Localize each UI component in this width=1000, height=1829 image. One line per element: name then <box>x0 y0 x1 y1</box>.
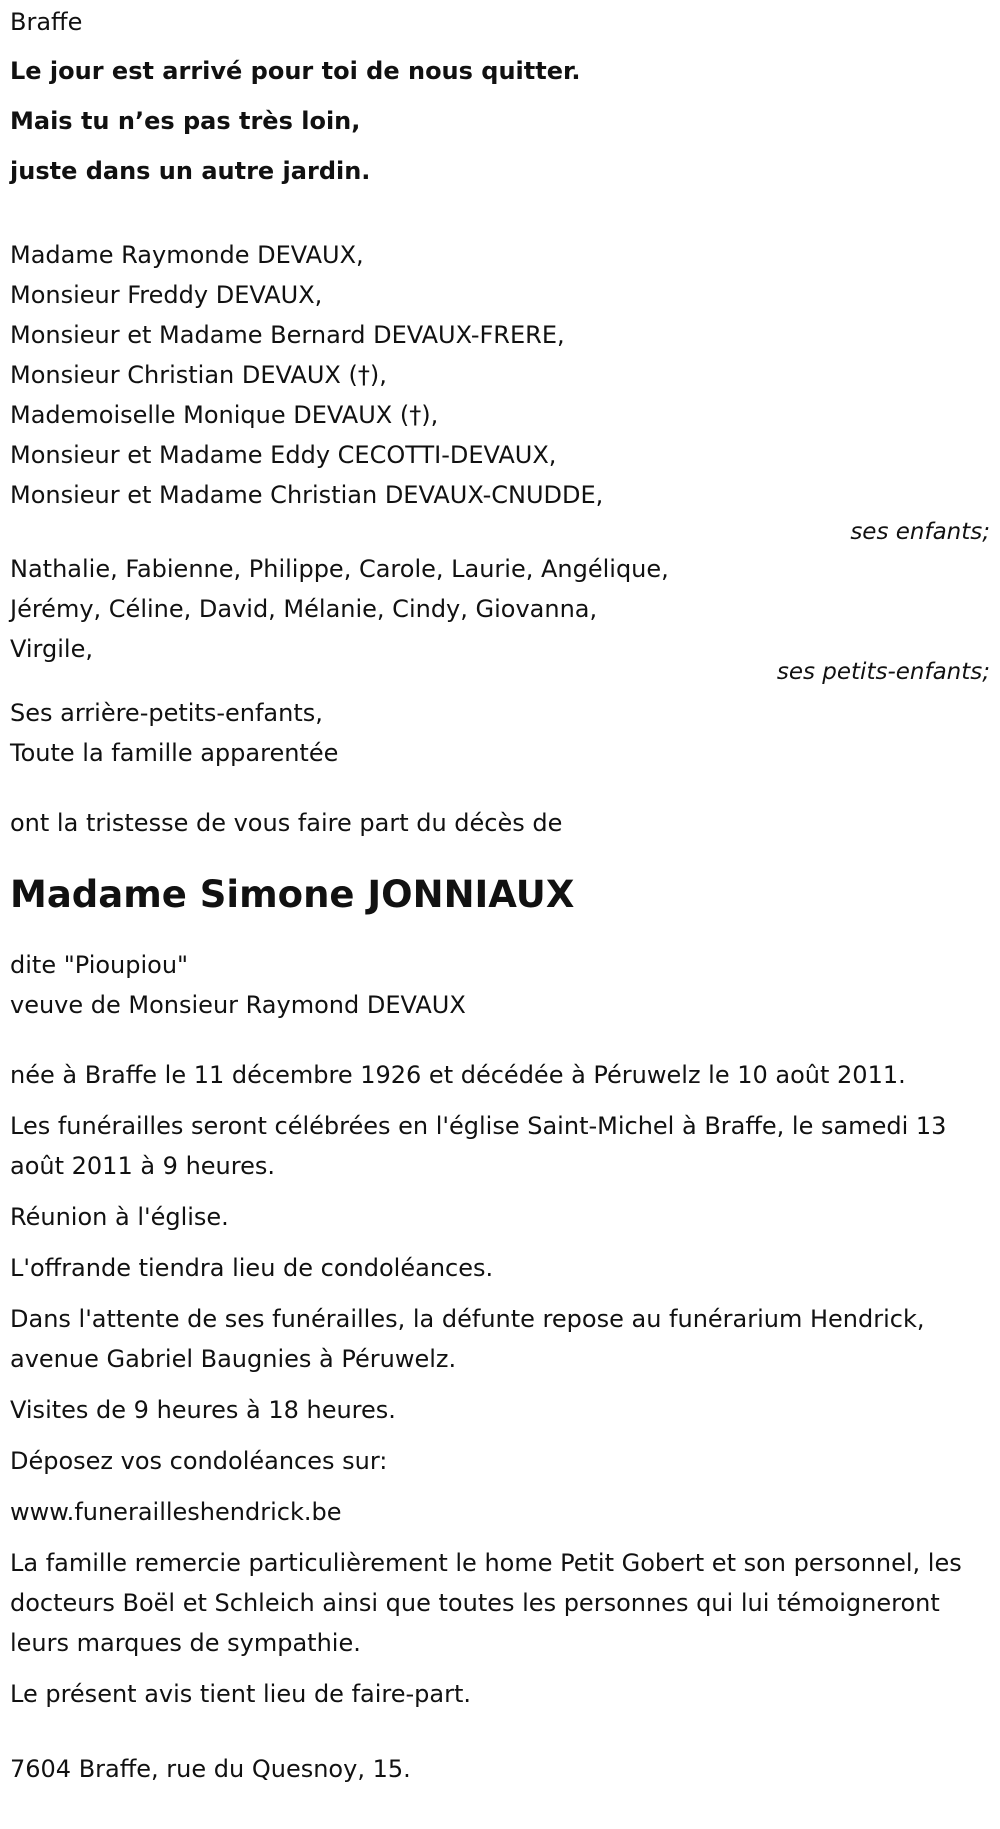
deceased-widow-of: veuve de Monsieur Raymond DEVAUX <box>10 991 466 1019</box>
condolences-link[interactable]: www.funerailleshendrick.be <box>10 1498 342 1526</box>
grandchildren-list <box>10 549 1000 689</box>
child-name: Monsieur Christian DEVAUX (†), <box>10 361 387 389</box>
announcement-text: ont la tristesse de vous faire part du décès de <box>10 809 563 837</box>
other-relative: Ses arrière-petits-enfants, <box>10 699 323 727</box>
funeral-home-info: Dans l'attente de ses funérailles, la défunte repose au funérarium Hendrick, avenue Gabriel Baugnies à Péruwelz. <box>10 1305 925 1373</box>
poem-line: Le jour est arrivé pour toi de nous quitter. <box>10 57 581 85</box>
child-name: Madame Raymonde DEVAUX, <box>10 241 364 269</box>
grandchild-names: Nathalie, Fabienne, Philippe, Carole, Laurie, Angélique, <box>10 555 669 583</box>
poem-line: juste dans un autre jardin. <box>10 157 371 185</box>
grandchild-names: Jérémy, Céline, David, Mélanie, Cindy, Giovanna, <box>10 595 598 623</box>
offering-info: L'offrande tiendra lieu de condoléances. <box>10 1254 494 1282</box>
children-list <box>10 235 1000 549</box>
grandchildren-relation: ses petits-enfants; <box>776 659 990 685</box>
child-name: Monsieur et Madame Christian DEVAUX-CNUDDE, <box>10 481 604 509</box>
child-name: Monsieur Freddy DEVAUX, <box>10 281 323 309</box>
details <box>10 1055 1000 1714</box>
other-relatives <box>10 693 1000 773</box>
deceased-name: Madame Simone JONNIAUX <box>10 873 575 916</box>
thanks-text: La famille remercie particulièrement le home Petit Gobert et son personnel, les docteurs Boël et Schleich ainsi que toutes les personnes qui lui témoigneront leurs marques de sympathie. <box>10 1549 962 1657</box>
poem-line: Mais tu n’es pas très loin, <box>10 107 361 135</box>
funeral-info: Les funérailles seront célébrées en l'église Saint-Michel à Braffe, le samedi 13 août 2011 à 9 heures. <box>10 1112 947 1180</box>
deceased-nickname: dite "Pioupiou" <box>10 951 189 979</box>
grandchild-names: Virgile, <box>10 635 93 663</box>
meeting-info: Réunion à l'église. <box>10 1203 229 1231</box>
family-address: 7604 Braffe, rue du Quesnoy, 15. <box>10 1755 411 1783</box>
child-name: Monsieur et Madame Bernard DEVAUX-FRERE, <box>10 321 565 349</box>
child-name: Monsieur et Madame Eddy CECOTTI-DEVAUX, <box>10 441 557 469</box>
child-name: Mademoiselle Monique DEVAUX (†), <box>10 401 439 429</box>
birth-death-dates: née à Braffe le 11 décembre 1926 et décédée à Péruwelz le 10 août 2011. <box>10 1061 906 1089</box>
visiting-hours: Visites de 9 heures à 18 heures. <box>10 1396 396 1424</box>
poem <box>10 46 1000 196</box>
condolences-prompt: Déposez vos condoléances sur: <box>10 1447 388 1475</box>
notice-statement: Le présent avis tient lieu de faire-part. <box>10 1680 472 1708</box>
children-relation: ses enfants; <box>850 519 990 545</box>
other-relative: Toute la famille apparentée <box>10 739 339 767</box>
location-header: Braffe <box>10 8 83 36</box>
